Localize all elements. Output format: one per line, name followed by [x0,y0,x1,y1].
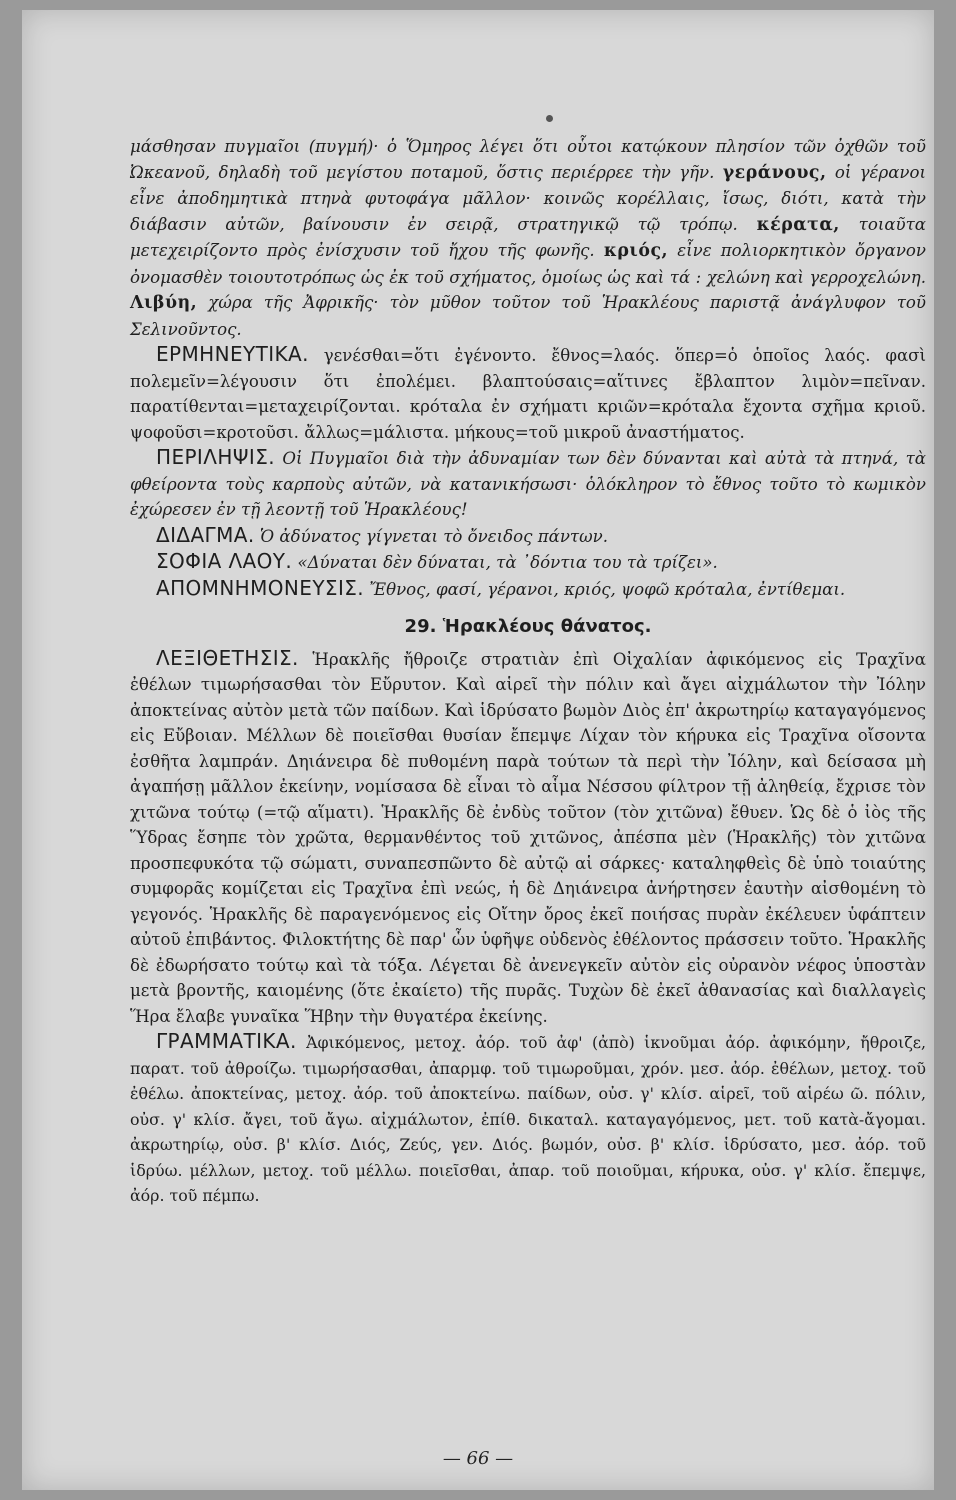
note-geranous: οἱ γέρανοι εἶνε ἀποδημητικὰ πτηνὰ φυτοφάγα μᾶλλον· κοινῶς κορέλλαις, ἴσως, διότι, κατὰ τὴν διάβασιν αὐτῶν, βαίνουσιν ἐν σειρᾷ, στρατηγικῷ τῷ τρόπῳ. [130,162,927,234]
apomnimonefsis-heading: ΑΠΟΜΝΗΜΟΝΕΥΣΙΣ. [156,575,365,600]
continued-paragraph [130,134,926,342]
ink-spot [546,115,553,122]
grammatika-heading: ΓΡΑΜΜΑΤΙΚΑ. [156,1029,297,1053]
sofia-heading: ΣΟΦΙΑ ΛΑΟΥ. [156,549,293,573]
page-text [130,134,926,1209]
lexithetisis-heading: ΛΕΞΙΘΕΤΗΣΙΣ. [156,645,299,670]
ermineutika-text: γενέσθαι=ὅτι ἐγένοντο. ἔθνος=λαός. ὅπερ=ὁ ὁποῖος λαός. φασὶ πολεμεῖν=λέγουσιν ὅτι ἐπολέμει. βλαπτούσαις=αἵτινες ἔβλαπτον λιμὸν=πεῖναν. παρατίθενται=μεταχειρίζονται. κρόταλα ἐν σχήματι κριῶν=κρόταλα ἔχοντα σχῆμα κριοῦ. ψοφοῦσι=κροτοῦσι. ἄλλως=μάλιστα. μήκους=τοῦ μικροῦ ἀναστήματος. [130,346,926,442]
didagma-text: Ὁ ἀδύνατος γίγνεται τὸ ὄνειδος πάντων. [259,526,608,546]
lexithetisis-text: Ἡρακλῆς ἤθροιζε στρατιὰν ἐπὶ Οἰχαλίαν ἀφικόμενος εἰς Τραχῖνα ἐθέλων τιμωρήσασθαι τὸν Εὔρυτον. Καὶ αἱρεῖ τὴν πόλιν καὶ ἄγει αἰχμάλωτον τὴν Ἰόλην ἀποκτείνας αὐτὸν μετὰ τῶν παίδων. Καὶ ἱδρύσατο βωμὸν Διὸς ἐπ' ἀκρωτηρίῳ καταγαγόμενος εἰς Εὔβοιαν. Μέλλων δὲ ποιεῖσθαι θυσίαν ἔπεμψε Λίχαν τὸν κήρυκα εἰς Τραχῖνα οἴσοντα ἐσθῆτα λαμπράν. Δηιάνειρα δὲ πυθομένη παρὰ τούτων τὰ περὶ τὴν Ἰόλην, καὶ δείσασα μὴ ἀγαπήσῃ μᾶλλον ἐκείνην, νομίσασα δὲ εἶναι τὸ αἷμα Νέσσου φίλτρον τῇ ἀληθείᾳ, ἔχρισε τὸν χιτῶνα τούτῳ (=τῷ αἵματι). Ἡρακλῆς δὲ ἐνδὺς τοῦτον (τὸν χιτῶνα) ἔθυεν. Ὡς δὲ ὁ ἰὸς τῆς Ὕδρας ἔσηπε τὸν χρῶτα, θερμανθέντος τοῦ χιτῶνος, ἀπέσπα μὲν (Ἡρακλῆς) τὸν χιτῶνα προσπεφυκότα τῷ σώματι, συναπεσπῶντο δὲ αὐτῷ αἱ σάρκες· καταληφθεὶς δὲ ὑπὸ τοιαύτης συμφορᾶς κομίζεται εἰς Τραχῖνα ἐπὶ νεώς, ἡ δὲ Δηιάνειρα ἀνήρτησεν ἑαυτὴν αἰσθομένη τὸ γεγονός. Ἡρακλῆς δὲ παραγενόμενος εἰς Οἴτην ὄρος ἐκεῖ ποιήσας πυρὰν ἐκέλευεν ὑφάπτειν αὐτοῦ ἐπιβάντος. Φιλοκτήτης δὲ παρ' ὧν ὑφῆψε οὐδενὸς ἐθέλοντος πράσσειν τοῦτο. Ἡρακλῆς δὲ ἐδωρήσατο τούτῳ καὶ τὰ τόξα. Λέγεται δὲ ἀνενεγκεῖν αὐτὸν εἰς οὐρανὸν νέφος ὑποστὰν μετὰ βροντῆς, καιομένης (ὅτε ἐκαίετο) τῆς πυρᾶς. Τυχὼν δὲ ἐκεῖ ἀθανασίας καὶ διαλλαγεὶς Ἥρα ἔλαβε γυναῖκα Ἥβην τὴν θυγατέρα ἐκείνης. [130,649,927,1026]
page-number: — 66 — [442,1448,514,1469]
lemma-geranous: γεράνους, [722,162,827,183]
grammatika-block [130,1029,926,1209]
apomnimonefsis-text: Ἔθνος, φασί, γέρανοι, κριός, ψοφῶ κρόταλα, ἐντίθεμαι. [369,579,846,599]
sofia-block [130,549,926,576]
didagma-block [130,523,926,550]
note-krios: εἶνε πολιορκητικὸν ὄργανον ὀνομασθὲν τοιουτοτρόπως ὡς ἐκ τοῦ σχήματος, ὁμοίως ὡς καὶ τά : χελώνη καὶ γερροχελώνη. [130,241,926,287]
apomnimonefsis-block [130,576,926,603]
ermineutika-heading: ΕΡΜΗΝΕΥΤΙΚΑ. [156,342,309,366]
continued-text: μάσθησαν πυγμαῖοι (πυγμή)· ὁ Ὅμηρος λέγει ὅτι οὗτοι κατῴκουν πλησίον τῶν ὀχθῶν τοῦ Ὠκεανοῦ, δηλαδὴ τοῦ μεγίστου ποταμοῦ, ὅστις περιέρρεε τὴν γῆν. [130,137,926,182]
ermineutika-block [130,342,926,445]
lexithetisis-block [130,646,926,1030]
perilipsis-block [130,445,926,523]
perilipsis-heading: ΠΕΡΙΛΗΨΙΣ. [156,445,275,469]
sofia-text: «Δύναται δὲν δύναται, τὰ ᾽δόντια του τὰ τρίζει». [297,553,718,572]
note-libyi: χώρα τῆς Ἀφρικῆς· τὸν μῦθον τοῦτον τοῦ Ἡρακλέους παριστᾷ ἀνάγλυφον τοῦ Σελινοῦντος. [130,293,926,339]
book-page [22,10,934,1490]
lemma-krios: κριός, [603,241,669,261]
note-kerata: τοιαῦτα μετεχειρίζοντο πρὸς ἐνίσχυσιν τοῦ ἤχου τῆς φωνῆς. [130,214,927,260]
lemma-libyi: Λιβύη, [130,293,198,313]
lemma-kerata: κέρατα, [756,214,840,235]
grammatika-text: Ἀφικόμενος, μετοχ. ἀόρ. τοῦ ἀφ' (ἀπὸ) ἱκνοῦμαι ἀόρ. ἀφικόμην, ἤθροιζε, παρατ. τοῦ ἀθροίζω. τιμωρήσασθαι, ἀπαρμφ. τοῦ τιμωροῦμαι, χρόν. μεσ. ἀόρ. ἐθέλων, μετοχ. τοῦ ἐθέλω. ἀποκτείνας, μετοχ. ἀόρ. τοῦ ἀποκτείνω. παίδων, οὐσ. γ' κλίσ. αἱρεῖ, τοῦ αἱρέω ῶ. πόλιν, οὐσ. γ' κλίσ. ἄγει, τοῦ ἄγω. αἰχμάλωτον, ἐπίθ. δικαταλ. καταγαγόμενος, μετ. τοῦ κατὰ-ἄγομαι. ἀκρωτηρίῳ, οὐσ. β' κλίσ. Διός, Ζεύς, γεν. Διός. βωμόν, οὐσ. β' κλίσ. ἱδρύσατο, μεσ. ἀόρ. τοῦ ἱδρύω. μέλλων, μετοχ. τοῦ μέλλω. ποιεῖσθαι, ἀπαρ. τοῦ ποιοῦμαι, κήρυκα, οὐσ. γ' κλίσ. ἔπεμψε, ἀόρ. τοῦ πέμπω. [130,1033,926,1205]
perilipsis-text: Οἱ Πυγμαῖοι διὰ τὴν ἀδυναμίαν των δὲν δύνανται καὶ αὐτὰ τὰ πτηνά, τὰ φθείροντα τοὺς καρποὺς αὐτῶν, νὰ κατανικήσωσι· ὁλόκληρον τὸ ἔθνος τοῦτο τὸ κωμικὸν ἐχώρεσεν ἐν τῇ λεοντῇ τοῦ Ἡρακλέους! [130,449,926,519]
didagma-heading: ΔΙΔΑΓΜΑ. [156,522,255,547]
section-title: 29. Ἡρακλέους θάνατος. [404,616,652,637]
